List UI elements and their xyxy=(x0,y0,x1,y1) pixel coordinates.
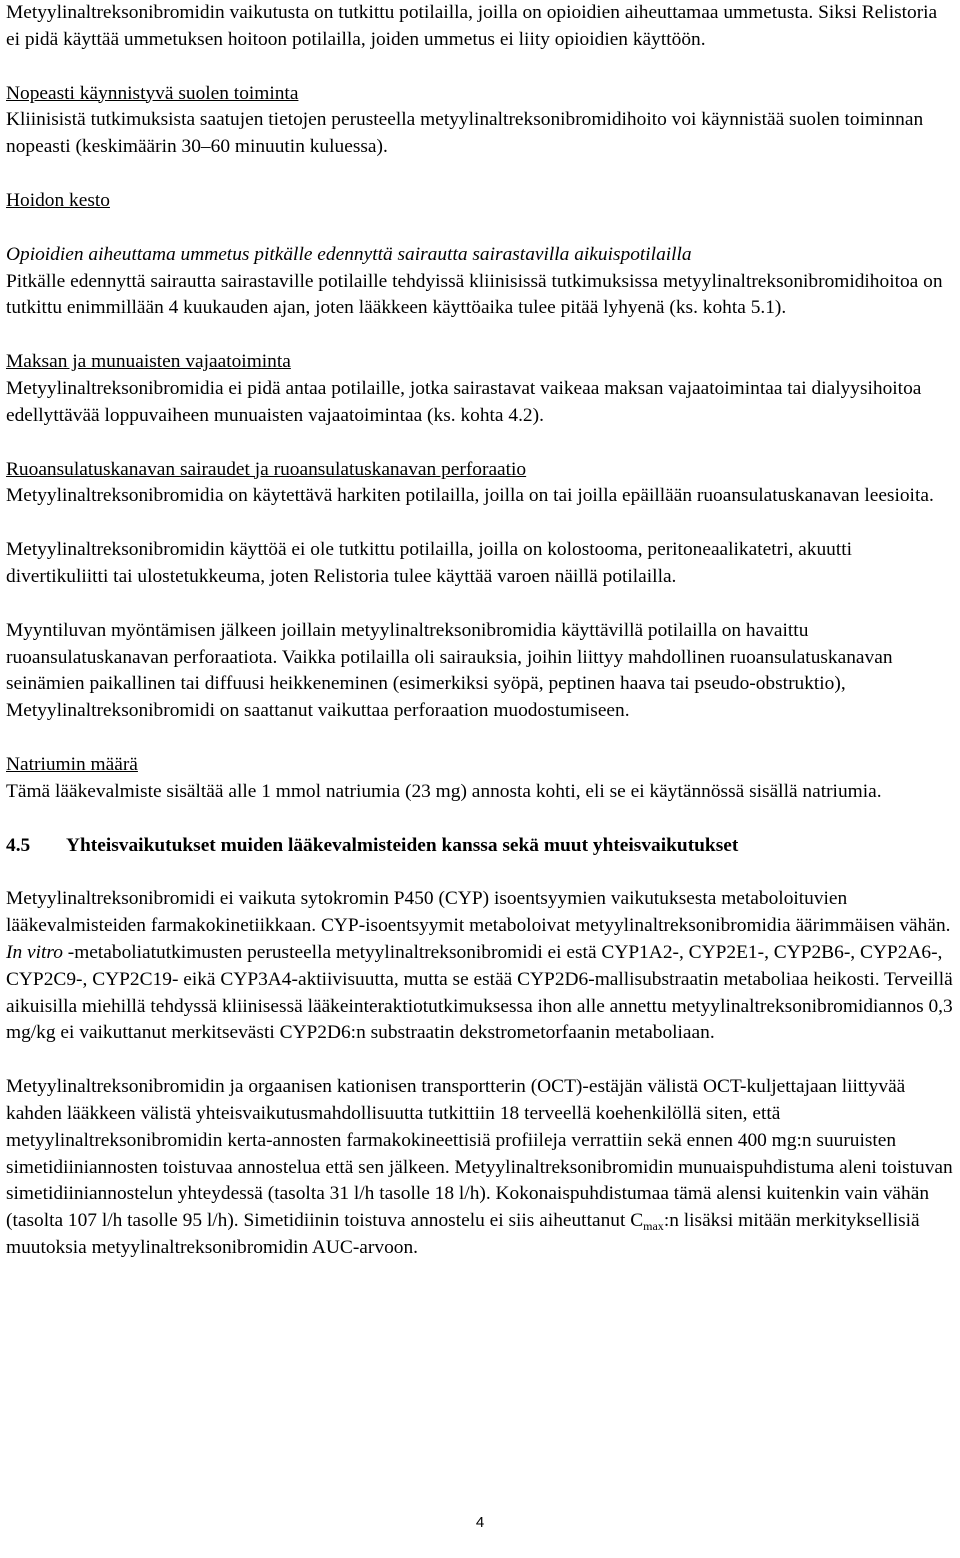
interactions-p1-text-a: Metyylinaltreksonibromidi ei vaikuta sytokromin P450 (CYP) isoentsyymien vaikutuksesta metaboloituvien lääkevalmisteiden farmakokinetiikkaan. CYP-isoentsyymit metaboloivat metyylinaltreksonibromidia äärimmäisen vähän. xyxy=(6,888,951,937)
hepatic-renal-section xyxy=(6,349,954,429)
gi-disease-text1: Metyylinaltreksonibromidia on käytettävä harkiten potilailla, joilla on tai joilla epäillään ruoansulatuskanavan leesioita. xyxy=(6,485,934,507)
document-page xyxy=(6,0,954,1262)
duration-text: Pitkälle edennyttä sairautta sairastaville potilaille tehdyissä kliinisissä tutkimuksissa metyylinaltreksonibromidihoitoa on tutkittu enimmillään 4 kuukauden ajan, joten lääkkeen käyttöaika tulee pitää lyhyenä (ks. kohta 5.1). xyxy=(6,270,943,319)
hepatic-renal-heading: Maksan ja munuaisten vajaatoiminta xyxy=(6,351,291,373)
interactions-paragraph-1 xyxy=(6,886,954,1047)
rapid-onset-section xyxy=(6,81,954,161)
gi-disease-heading: Ruoansulatuskanavan sairaudet ja ruoansulatuskanavan perforaatio xyxy=(6,458,527,480)
rapid-onset-heading: Nopeasti käynnistyvä suolen toiminta xyxy=(6,82,299,104)
interactions-p2-text-b: :n lisäksi mitään merkityksellisiä muutoksia metyylinaltreksonibromidin AUC-arvoon. xyxy=(6,1210,920,1258)
page-number: 4 xyxy=(475,1514,485,1531)
in-vitro-italic: In vitro xyxy=(6,941,63,963)
duration-body xyxy=(6,242,954,322)
duration-heading: Hoidon kesto xyxy=(6,189,110,211)
gi-disease-section xyxy=(6,457,954,511)
section-title: Yhteisvaikutukset muiden lääkevalmisteiden kanssa sekä muut yhteisvaikutukset xyxy=(66,834,739,856)
interactions-paragraph-2 xyxy=(6,1074,954,1262)
sodium-section xyxy=(6,752,954,806)
gi-disease-text3: Myyntiluvan myöntämisen jälkeen joillain metyylinaltreksonibromidia käyttävillä potilailla on havaittu ruoansulatuskanavan perforaatiota. Vaikka potilailla oli sairauksia, joihin liittyy mahdollinen ruoansulatuskanavan seinämien paikallinen tai diffuusi heikkeneminen (esimerkiksi syöpä, peptinen haava tai pseudo-obstruktio), Metyylinaltreksonibromidi on saattanut vaikuttaa perforaation muodostumiseen. xyxy=(6,619,893,722)
sodium-heading: Natriumin määrä xyxy=(6,753,138,775)
gi-disease-text2: Metyylinaltreksonibromidin käyttöä ei ole tutkittu potilailla, joilla on kolostooma, peritoneaalikatetri, akuutti divertikuliitti tai ulostetukkeuma, joten Relistoria tulee käyttää varoen näillä potilailla. xyxy=(6,539,853,587)
interactions-p1-text-b: -metaboliatutkimusten perusteella metyylinaltreksonibromidi ei estä CYP1A2-, CYP2E1-, CYP2B6-, CYP2A6-, CYP2C9-, CYP2C19- eikä CYP3A4-aktiivisuutta, mutta se estää CYP2D6-mallisubstraatin metaboliaa heikosti. Terveillä aikuisilla miehillä tehdyssä kliinisessä lääkeinteraktiotutkimuksessa ihon alle annettu metyylinaltreksonibromidiannos 0,3 mg/kg ei vaikuttanut merkitsevästi CYP2D6:n substraatin dekstrometorfaanin metaboliaan. xyxy=(6,941,953,1044)
intro-paragraph: Metyylinaltreksonibromidin vaikutusta on tutkittu potilailla, joilla on opioidien aiheuttamaa ummetusta. Siksi Relistoria ei pidä käyttää ummetuksen hoitoon potilailla, joiden ummetus ei liity opioidien käyttöön. xyxy=(6,2,938,50)
interactions-p2-text-a: Metyylinaltreksonibromidin ja orgaanisen kationisen transportterin (OCT)-estäjän välistä OCT-kuljettajaan liittyvää kahden lääkkeen välistä yhteisvaikutusmahdollisuutta tutkittiin 18 terveellä koehenkilöllä siten, että metyylinaltreksonibromidin kerta-annosten farmakokineettisiä profiileja verrattiin sekä ennen 400 mg:n suuruisten simetidiiniannosten toistuvaa annostelua että sen jälkeen. Metyylinaltreksonibromidin munuaispuhdistuma aleni toistuvan simetidiiniannostelun yhteydessä (tasolta 31 l/h tasolle 18 l/h). Kokonaispuhdistumaa tämä alensi kuitenkin vain vähän (tasolta 107 l/h tasolle 95 l/h). Simetidiinin toistuva annostelu ei siis aiheuttanut C xyxy=(6,1076,953,1232)
hepatic-renal-text: Metyylinaltreksonibromidia ei pidä antaa potilaille, jotka sairastavat vaikeaa maksan vajaatoimintaa tai dialyysihoitoa edellyttävää loppuvaiheen munuaisten vajaatoimintaa (ks. kohta 4.2). xyxy=(6,377,922,426)
duration-section xyxy=(6,188,954,215)
section-number: 4.5 xyxy=(6,834,31,856)
sodium-text: Tämä lääkevalmiste sisältää alle 1 mmol natriumia (23 mg) annosta kohti, eli se ei käytännössä sisällä natriumia. xyxy=(6,780,882,802)
section-4-5-heading xyxy=(6,833,954,860)
cmax-subscript: max xyxy=(643,1219,664,1234)
rapid-onset-text: Kliinisistä tutkimuksista saatujen tietojen perusteella metyylinaltreksonibromidihoito voi käynnistää suolen toiminnan nopeasti (keskimäärin 30–60 minuutin kuluessa). xyxy=(6,109,924,158)
duration-subheading: Opioidien aiheuttama ummetus pitkälle edennyttä sairautta sairastavilla aikuispotilailla xyxy=(6,243,692,265)
